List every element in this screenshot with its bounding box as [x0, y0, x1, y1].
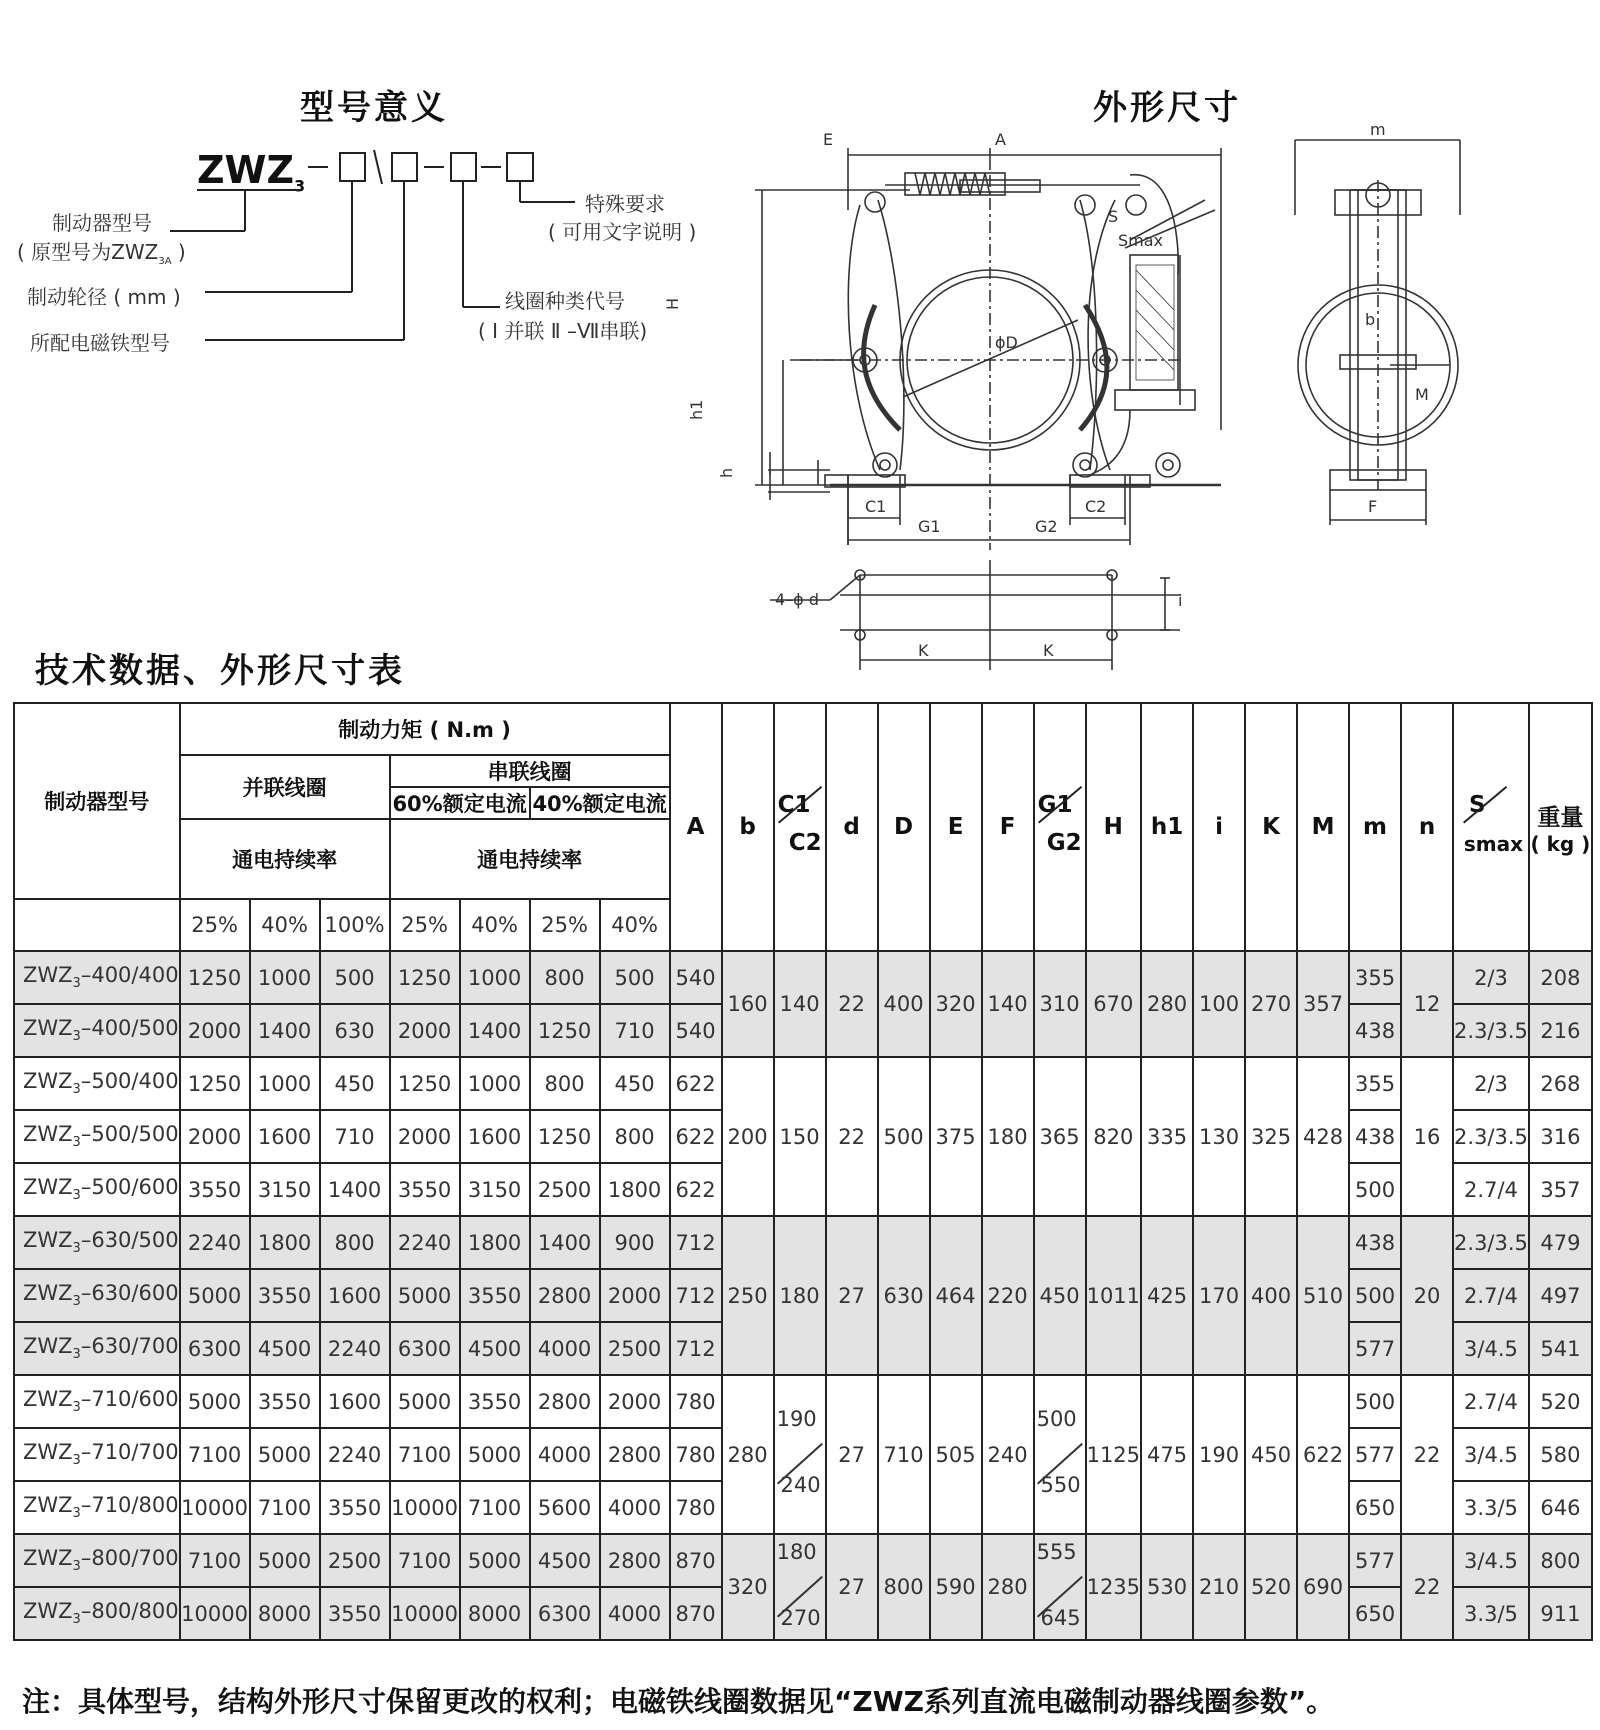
dim-label-M: M [1415, 385, 1429, 404]
cell-A: 870 [670, 1587, 722, 1640]
cell-torque: 4000 [600, 1587, 670, 1640]
cell-torque: 5600 [530, 1481, 600, 1534]
cell-A: 780 [670, 1481, 722, 1534]
cell-H: 820 [1086, 1057, 1141, 1216]
cell-A: 712 [670, 1216, 722, 1269]
cell-d: 22 [826, 1057, 878, 1216]
cell-H: 1125 [1086, 1375, 1141, 1534]
cell-C1-C2: 140 [774, 951, 826, 1057]
cell-m: 577 [1349, 1322, 1401, 1375]
cell-torque: 1250 [180, 951, 250, 1004]
cell-model: $ZWZ_3-400/400$ [14, 951, 180, 1004]
cell-torque: 2500 [530, 1163, 600, 1216]
cell-S: 3.3/5 [1453, 1587, 1529, 1640]
cell-n: 16 [1401, 1057, 1453, 1216]
cell-S: 2.3/3.5 [1453, 1216, 1529, 1269]
cell-m: 355 [1349, 951, 1401, 1004]
cell-F: 220 [982, 1216, 1034, 1375]
cell-weight: 800 [1529, 1534, 1592, 1587]
cell-K: 450 [1245, 1375, 1297, 1534]
cell-torque: 4000 [530, 1322, 600, 1375]
header-parallel: 并联线圈 [180, 755, 390, 819]
dim-label-m: m [1370, 120, 1386, 139]
cell-torque: 10000 [180, 1587, 250, 1640]
cell-torque: 3550 [460, 1269, 530, 1322]
header-G1-G2: G1 G2 [1034, 703, 1086, 951]
cell-torque: 1250 [390, 951, 460, 1004]
cell-S: 2/3 [1453, 1057, 1529, 1110]
cell-S: 2.7/4 [1453, 1375, 1529, 1428]
cell-S: 3/4.5 [1453, 1428, 1529, 1481]
spec-table-body [14, 951, 1592, 1640]
cell-A: 622 [670, 1057, 722, 1110]
cell-torque: 5000 [460, 1534, 530, 1587]
cell-A: 622 [670, 1163, 722, 1216]
cell-torque: 450 [320, 1057, 390, 1110]
cell-D: 800 [878, 1534, 930, 1640]
label-wheel-diameter: 制动轮径 ( mm ) [27, 285, 181, 309]
cell-torque: 500 [320, 951, 390, 1004]
cell-torque: 1000 [460, 1057, 530, 1110]
cell-weight: 520 [1529, 1375, 1592, 1428]
cell-S: 3.3/5 [1453, 1481, 1529, 1534]
cell-model: $ZWZ_3-500/500$ [14, 1110, 180, 1163]
cell-d: 27 [826, 1534, 878, 1640]
dim-label-h: h [717, 467, 736, 478]
cell-torque: 2240 [180, 1216, 250, 1269]
label-magnet-model: 所配电磁铁型号 [30, 331, 170, 355]
cell-H: 1011 [1086, 1216, 1141, 1375]
table-title: 技术数据、外形尺寸表 [35, 651, 405, 691]
cell-torque: 5000 [460, 1428, 530, 1481]
cell-torque: 630 [320, 1004, 390, 1057]
cell-torque: 4500 [250, 1322, 320, 1375]
cell-torque: 10000 [390, 1481, 460, 1534]
dim-label-E: E [823, 130, 834, 149]
cell-torque: 3550 [390, 1163, 460, 1216]
cell-model: $ZWZ_3-800/700$ [14, 1534, 180, 1587]
label-special-req-note: ( 可用文字说明 ) [548, 220, 697, 244]
cell-model: $ZWZ_3-710/800$ [14, 1481, 180, 1534]
cell-E: 320 [930, 951, 982, 1057]
cell-weight: 911 [1529, 1587, 1592, 1640]
cell-model: $ZWZ_3-500/600$ [14, 1163, 180, 1216]
cell-torque: 2000 [390, 1110, 460, 1163]
cell-torque: 1250 [530, 1110, 600, 1163]
cell-S: 2.3/3.5 [1453, 1110, 1529, 1163]
cell-G1-G2: 450 [1034, 1216, 1086, 1375]
cell-K: 520 [1245, 1534, 1297, 1640]
cell-torque: 10000 [180, 1481, 250, 1534]
cell-torque: 2000 [600, 1375, 670, 1428]
cell-torque: 2000 [180, 1004, 250, 1057]
cell-A: 870 [670, 1534, 722, 1587]
header-rated60: 60%额定电流 [390, 787, 530, 819]
cell-weight: 357 [1529, 1163, 1592, 1216]
header-duty-parallel: 通电持续率 [180, 819, 390, 899]
header-m: m [1349, 703, 1401, 951]
label-special-req: 特殊要求 [585, 192, 665, 216]
cell-torque: 1400 [250, 1004, 320, 1057]
cell-K: 270 [1245, 951, 1297, 1057]
cell-torque: 3550 [320, 1587, 390, 1640]
cell-torque: 800 [600, 1110, 670, 1163]
dim-label-F: F [1368, 497, 1378, 516]
cell-torque: 900 [600, 1216, 670, 1269]
cell-torque: 1400 [530, 1216, 600, 1269]
cell-weight: 208 [1529, 951, 1592, 1004]
cell-torque: 4000 [600, 1481, 670, 1534]
header-h1: h1 [1141, 703, 1193, 951]
cell-D: 630 [878, 1216, 930, 1375]
header-M: M [1297, 703, 1349, 951]
cell-torque: 800 [530, 951, 600, 1004]
table-row [14, 1375, 1592, 1428]
cell-H: 670 [1086, 951, 1141, 1057]
cell-m: 650 [1349, 1481, 1401, 1534]
cell-model: $ZWZ_3-710/700$ [14, 1428, 180, 1481]
cell-G1-G2: 310 [1034, 951, 1086, 1057]
cell-model: $ZWZ_3-710/600$ [14, 1375, 180, 1428]
cell-M: 510 [1297, 1216, 1349, 1375]
cell-C1-C2: 190 240 [774, 1375, 826, 1534]
dim-label-K-left: K [918, 641, 929, 660]
cell-torque: 1600 [250, 1110, 320, 1163]
cell-K: 400 [1245, 1216, 1297, 1375]
cell-F: 140 [982, 951, 1034, 1057]
cell-model: $ZWZ_3-400/500$ [14, 1004, 180, 1057]
cell-torque: 1250 [530, 1004, 600, 1057]
cell-model: $ZWZ_3-500/400$ [14, 1057, 180, 1110]
cell-G1-G2: 555 645 [1034, 1534, 1086, 1640]
dim-label-4-phi-d: 4–ϕ d [775, 590, 819, 609]
table-row [14, 951, 1592, 1004]
cell-weight: 479 [1529, 1216, 1592, 1269]
cell-torque: 2240 [320, 1428, 390, 1481]
header-E: E [930, 703, 982, 951]
header-pct: 25% [390, 899, 460, 951]
cell-h1: 335 [1141, 1057, 1193, 1216]
cell-C1-C2: 180 [774, 1216, 826, 1375]
header-duty-series: 通电持续率 [390, 819, 670, 899]
cell-M: 690 [1297, 1534, 1349, 1640]
cell-h1: 425 [1141, 1216, 1193, 1375]
cell-m: 438 [1349, 1004, 1401, 1057]
footnote: 注：具体型号，结构外形尺寸保留更改的权利；电磁铁线圈数据见“ZWZ系列直流电磁制动器线圈参数”。 [22, 1685, 1335, 1718]
cell-h1: 530 [1141, 1534, 1193, 1640]
cell-torque: 710 [320, 1110, 390, 1163]
cell-torque: 1250 [180, 1057, 250, 1110]
model-code-main: ZWZ [197, 148, 295, 192]
cell-M: 428 [1297, 1057, 1349, 1216]
cell-torque: 7100 [250, 1481, 320, 1534]
cell-A: 540 [670, 1004, 722, 1057]
cell-A: 780 [670, 1428, 722, 1481]
header-pct: 100% [320, 899, 390, 951]
cell-torque: 5000 [180, 1269, 250, 1322]
cell-torque: 1400 [320, 1163, 390, 1216]
cell-model: $ZWZ_3-800/800$ [14, 1587, 180, 1640]
cell-S: 3/4.5 [1453, 1322, 1529, 1375]
cell-m: 650 [1349, 1587, 1401, 1640]
label-coil-code: 线圈种类代号 [505, 289, 625, 313]
cell-torque: 5000 [250, 1428, 320, 1481]
cell-D: 500 [878, 1057, 930, 1216]
cell-D: 710 [878, 1375, 930, 1534]
header-b: b [722, 703, 774, 951]
cell-torque: 3550 [250, 1269, 320, 1322]
dim-label-C1: C1 [865, 497, 887, 516]
cell-torque: 1800 [460, 1216, 530, 1269]
cell-m: 577 [1349, 1534, 1401, 1587]
cell-b: 200 [722, 1057, 774, 1216]
cell-torque: 1250 [390, 1057, 460, 1110]
cell-torque: 2800 [530, 1375, 600, 1428]
cell-b: 320 [722, 1534, 774, 1640]
cell-S: 3/4.5 [1453, 1534, 1529, 1587]
dim-label-S: S [1108, 207, 1119, 226]
cell-torque: 2000 [600, 1269, 670, 1322]
cell-torque: 2800 [600, 1428, 670, 1481]
model-code-sub: 3 [294, 176, 306, 196]
cell-torque: 8000 [460, 1587, 530, 1640]
cell-m: 500 [1349, 1269, 1401, 1322]
cell-torque: 1600 [320, 1375, 390, 1428]
cell-torque: 2500 [600, 1322, 670, 1375]
header-F: F [982, 703, 1034, 951]
header-d: d [826, 703, 878, 951]
table-row [14, 1057, 1592, 1110]
cell-C1-C2: 150 [774, 1057, 826, 1216]
cell-torque: 5000 [390, 1375, 460, 1428]
cell-weight: 497 [1529, 1269, 1592, 1322]
cell-M: 357 [1297, 951, 1349, 1057]
cell-torque: 6300 [390, 1322, 460, 1375]
header-K: K [1245, 703, 1297, 951]
cell-torque: 4500 [460, 1322, 530, 1375]
cell-m: 438 [1349, 1216, 1401, 1269]
cell-b: 280 [722, 1375, 774, 1534]
cell-torque: 6300 [530, 1587, 600, 1640]
cell-torque: 800 [530, 1057, 600, 1110]
cell-torque: 1400 [460, 1004, 530, 1057]
cell-A: 712 [670, 1269, 722, 1322]
cell-torque: 2000 [390, 1004, 460, 1057]
cell-model: $ZWZ_3-630/500$ [14, 1216, 180, 1269]
cell-torque: 2500 [320, 1534, 390, 1587]
label-original-model: ( 原型号为$ZWZ_{3A}$ ) [17, 240, 186, 267]
cell-A: 540 [670, 951, 722, 1004]
cell-b: 160 [722, 951, 774, 1057]
header-rated40: 40%额定电流 [530, 787, 670, 819]
cell-m: 355 [1349, 1057, 1401, 1110]
cell-torque: 800 [320, 1216, 390, 1269]
cell-torque: 4500 [530, 1534, 600, 1587]
label-brake-model: 制动器型号 [52, 211, 152, 235]
cell-torque: 1000 [250, 1057, 320, 1110]
cell-K: 325 [1245, 1057, 1297, 1216]
cell-weight: 216 [1529, 1004, 1592, 1057]
cell-torque: 450 [600, 1057, 670, 1110]
header-model-blank [14, 899, 180, 951]
header-A: A [670, 703, 722, 951]
cell-m: 500 [1349, 1375, 1401, 1428]
dim-label-G2: G2 [1035, 517, 1058, 536]
cell-d: 27 [826, 1216, 878, 1375]
cell-i: 210 [1193, 1534, 1245, 1640]
cell-torque: 1800 [250, 1216, 320, 1269]
dim-label-G1: G1 [918, 517, 941, 536]
cell-torque: 710 [600, 1004, 670, 1057]
dim-label-h1: h1 [687, 399, 706, 420]
dim-label-Smax: Smax [1118, 231, 1164, 250]
cell-torque: 6300 [180, 1322, 250, 1375]
cell-S: 2.7/4 [1453, 1269, 1529, 1322]
cell-torque: 3550 [250, 1375, 320, 1428]
dim-label-b: b [1365, 310, 1376, 329]
header-pct: 40% [250, 899, 320, 951]
cell-torque: 1800 [600, 1163, 670, 1216]
cell-torque: 1000 [460, 951, 530, 1004]
cell-torque: 5000 [180, 1375, 250, 1428]
cell-E: 590 [930, 1534, 982, 1640]
cell-torque: 4000 [530, 1428, 600, 1481]
cell-torque: 7100 [390, 1534, 460, 1587]
cell-torque: 1600 [320, 1269, 390, 1322]
cell-torque: 2000 [180, 1110, 250, 1163]
cell-i: 100 [1193, 951, 1245, 1057]
cell-E: 464 [930, 1216, 982, 1375]
cell-m: 438 [1349, 1110, 1401, 1163]
cell-d: 27 [826, 1375, 878, 1534]
cell-torque: 10000 [390, 1587, 460, 1640]
cell-b: 250 [722, 1216, 774, 1375]
dimensions-title: 外形尺寸 [1093, 88, 1241, 128]
header-pct: 40% [460, 899, 530, 951]
header-weight: 重量 ( kg ) [1529, 703, 1592, 951]
cell-A: 712 [670, 1322, 722, 1375]
header-pct: 25% [180, 899, 250, 951]
header-model: 制动器型号 [14, 703, 180, 899]
cell-F: 280 [982, 1534, 1034, 1640]
cell-torque: 2800 [530, 1269, 600, 1322]
header-torque: 制动力矩 ( N.m ) [180, 703, 670, 755]
cell-n: 22 [1401, 1375, 1453, 1534]
cell-torque: 7100 [180, 1534, 250, 1587]
cell-torque: 7100 [390, 1428, 460, 1481]
cell-H: 1235 [1086, 1534, 1141, 1640]
cell-torque: 500 [600, 951, 670, 1004]
cell-model: $ZWZ_3-630/700$ [14, 1322, 180, 1375]
cell-torque: 7100 [180, 1428, 250, 1481]
header-D: D [878, 703, 930, 951]
dim-label-i: i [1178, 591, 1183, 610]
cell-i: 170 [1193, 1216, 1245, 1375]
dim-label-phiD: ϕD [995, 333, 1018, 352]
cell-torque: 5000 [250, 1534, 320, 1587]
header-pct: 40% [600, 899, 670, 951]
cell-weight: 580 [1529, 1428, 1592, 1481]
cell-torque: 2240 [390, 1216, 460, 1269]
cell-weight: 316 [1529, 1110, 1592, 1163]
cell-torque: 3550 [180, 1163, 250, 1216]
cell-C1-C2: 180 270 [774, 1534, 826, 1640]
model-meaning-title: 型号意义 [300, 88, 448, 128]
cell-torque: 5000 [390, 1269, 460, 1322]
cell-S: 2.7/4 [1453, 1163, 1529, 1216]
cell-m: 577 [1349, 1428, 1401, 1481]
cell-E: 375 [930, 1057, 982, 1216]
cell-G1-G2: 500 550 [1034, 1375, 1086, 1534]
dim-label-A: A [995, 130, 1006, 149]
cell-torque: 3150 [460, 1163, 530, 1216]
cell-i: 190 [1193, 1375, 1245, 1534]
cell-M: 622 [1297, 1375, 1349, 1534]
header-series: 串联线圈 [390, 755, 670, 787]
cell-weight: 541 [1529, 1322, 1592, 1375]
cell-model: $ZWZ_3-630/600$ [14, 1269, 180, 1322]
cell-torque: 2800 [600, 1534, 670, 1587]
cell-E: 505 [930, 1375, 982, 1534]
header-n: n [1401, 703, 1453, 951]
cell-weight: 646 [1529, 1481, 1592, 1534]
cell-torque: 2240 [320, 1322, 390, 1375]
header-H: H [1086, 703, 1141, 951]
cell-weight: 268 [1529, 1057, 1592, 1110]
table-row [14, 1534, 1592, 1587]
cell-i: 130 [1193, 1057, 1245, 1216]
cell-F: 180 [982, 1057, 1034, 1216]
cell-S: 2.3/3.5 [1453, 1004, 1529, 1057]
header-S-smax: S smax [1453, 703, 1529, 951]
cell-torque: 1000 [250, 951, 320, 1004]
spec-table [13, 702, 1593, 1641]
header-i: i [1193, 703, 1245, 951]
cell-torque: 7100 [460, 1481, 530, 1534]
cell-n: 22 [1401, 1534, 1453, 1640]
dim-label-C2: C2 [1085, 497, 1107, 516]
label-coil-code-note: ( Ⅰ 并联 Ⅱ –Ⅶ串联) [478, 319, 648, 343]
cell-h1: 280 [1141, 951, 1193, 1057]
cell-A: 622 [670, 1110, 722, 1163]
cell-D: 400 [878, 951, 930, 1057]
cell-G1-G2: 365 [1034, 1057, 1086, 1216]
cell-F: 240 [982, 1375, 1034, 1534]
cell-m: 500 [1349, 1163, 1401, 1216]
cell-S: 2/3 [1453, 951, 1529, 1004]
cell-torque: 3550 [460, 1375, 530, 1428]
cell-torque: 8000 [250, 1587, 320, 1640]
table-row [14, 1216, 1592, 1269]
header-pct: 25% [530, 899, 600, 951]
cell-n: 12 [1401, 951, 1453, 1057]
header-C1-C2: C1 C2 [774, 703, 826, 951]
cell-n: 20 [1401, 1216, 1453, 1375]
cell-torque: 3550 [320, 1481, 390, 1534]
cell-h1: 475 [1141, 1375, 1193, 1534]
dim-label-K-right: K [1043, 641, 1054, 660]
cell-A: 780 [670, 1375, 722, 1428]
dimension-drawing [660, 120, 1600, 680]
dim-label-H: H [663, 297, 682, 310]
cell-torque: 1600 [460, 1110, 530, 1163]
cell-torque: 3150 [250, 1163, 320, 1216]
cell-d: 22 [826, 951, 878, 1057]
